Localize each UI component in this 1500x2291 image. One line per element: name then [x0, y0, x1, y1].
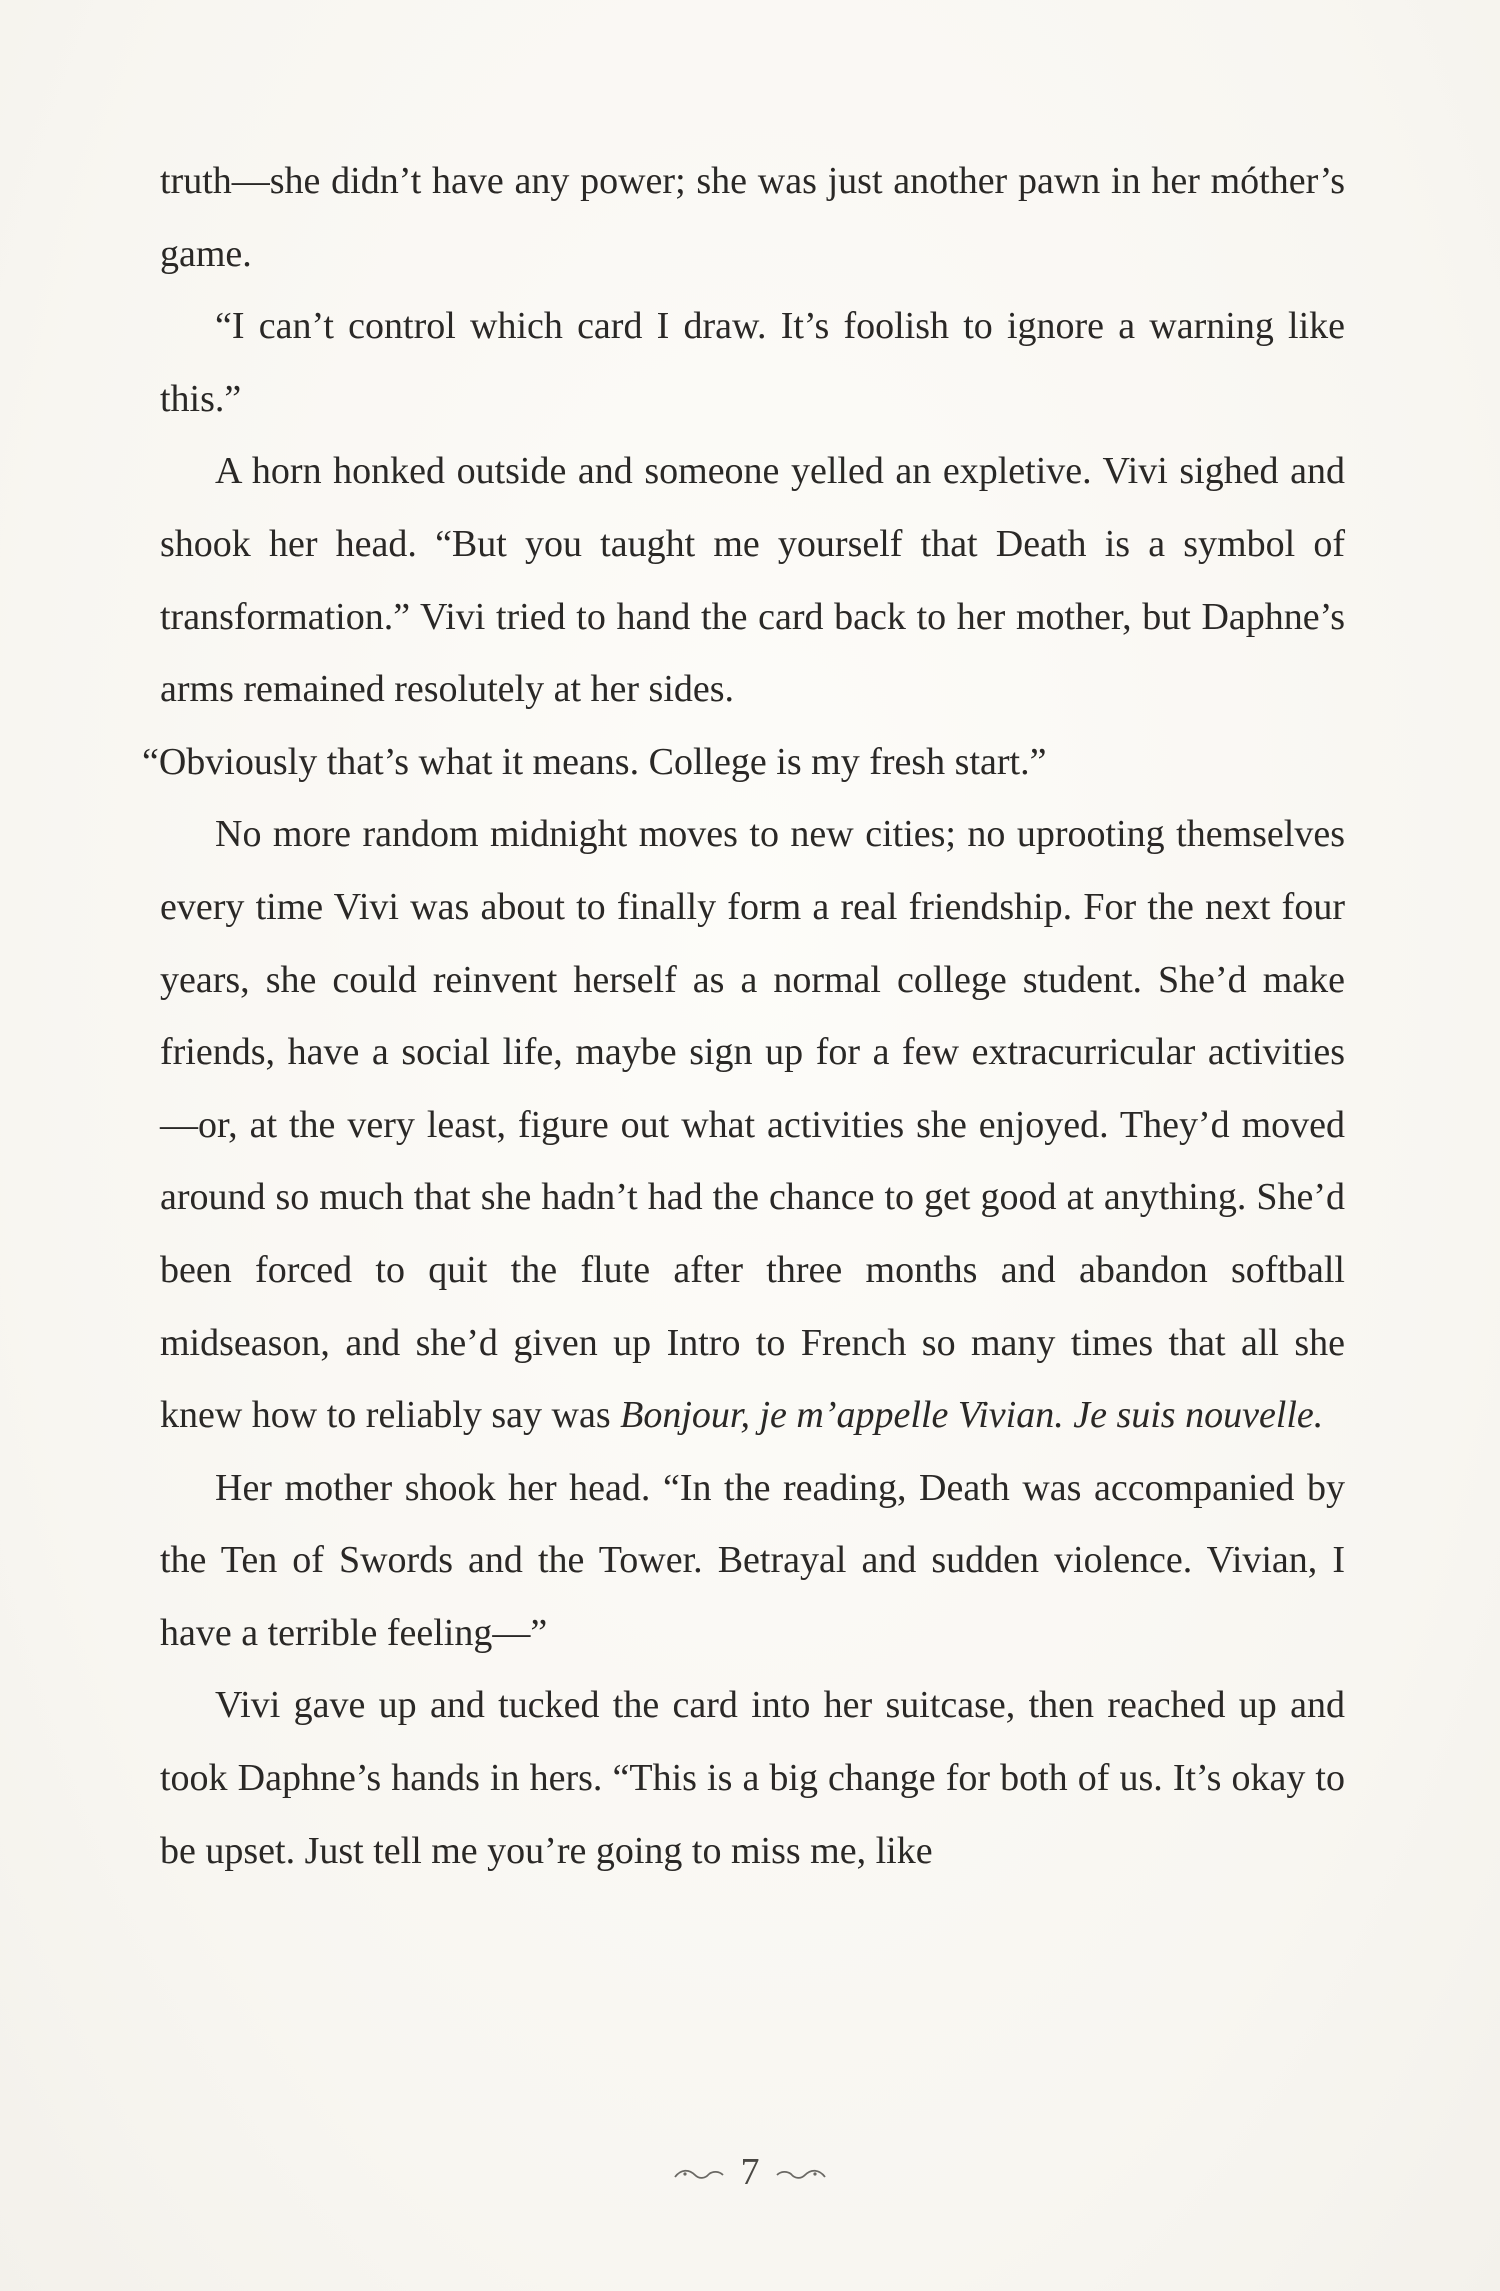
paragraph-2	[160, 290, 1345, 435]
paragraph-5	[160, 798, 1345, 1451]
paragraph-7	[160, 1669, 1345, 1887]
paragraph-1-text: truth—she didn’t have any power; she was just another pawn in her móther’s game.	[160, 160, 1345, 275]
left-flourish-icon	[673, 2165, 725, 2185]
right-flourish-icon	[775, 2165, 827, 2185]
body-text	[142, 145, 1345, 1887]
paragraph-3	[160, 435, 1345, 725]
paragraph-4	[142, 726, 1345, 799]
paragraph-2-text: “I can’t control which card I draw. It’s foolish to ignore a warning like this.”	[160, 305, 1345, 420]
paragraph-4-text: “Obviously that’s what it means. College is my fresh start.”	[142, 740, 1047, 783]
page-number: 7	[740, 2151, 760, 2193]
paragraph-3-text: A horn honked outside and someone yelled an expletive. Vivi sighed and shook her head. “But you taught me yourself that Death is a symbol of transformation.” Vivi tried to hand the card back to her mother, but Daphne’s arms remained resolutely at her sides.	[160, 450, 1345, 711]
paragraph-5-text: No more random midnight moves to new cities; no uprooting themselves every time Vivi was about to finally form a real friendship. For the next four years, she could reinvent herself as a normal college student. She’d make friends, have a social life, maybe sign up for a few extracurricular activities—or, at the very least, figure out what activities she enjoyed. They’d moved around so much that she hadn’t had the chance to get good at anything. She’d been forced to quit the flute after three months and abandon softball midseason, and she’d given up Intro to French so many times that all she knew how to reliably say was	[160, 813, 1345, 1437]
paragraph-6	[160, 1452, 1345, 1670]
paragraph-6-text: Her mother shook her head. “In the reading, Death was accompanied by the Ten of Swords and the Tower. Betrayal and sudden violence. Vivian, I have a terrible feeling—”	[160, 1466, 1345, 1654]
paragraph-7-text: Vivi gave up and tucked the card into her suitcase, then reached up and took Daphne’s hands in hers. “This is a big change for both of us. It’s okay to be upset. Just tell me you’re going to miss me, like	[160, 1684, 1345, 1872]
paragraph-1	[160, 145, 1345, 290]
paragraph-5-french-phrase: Bonjour, je m’appelle Vivian. Je suis nouvelle.	[620, 1394, 1324, 1437]
page-folio	[0, 2150, 1500, 2194]
